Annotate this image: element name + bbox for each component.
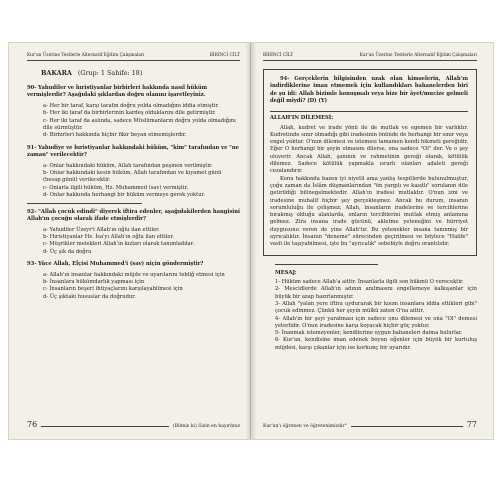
message-item: 2- Mescidlerde Allah'ın adının anılmasını engellemeye kalkışanlar için büyük bir azap hazırlanmıştır. xyxy=(275,286,477,300)
left-page-footer xyxy=(27,421,240,429)
footer-rule xyxy=(351,426,463,427)
page-number: 77 xyxy=(466,420,477,429)
option: c- Onlarla ilgili hüküm, Hz. Muhammed (sav) vermiştir. xyxy=(43,184,189,191)
option: b- İnsanlara hükümdarlık yapması için xyxy=(43,278,145,285)
right-page xyxy=(251,43,493,439)
message-item: 3- Allah "yalan yere iftira uydurarak bir kısım insanlara iddia ettikleri gibi" çocuk edinmez. Çünkü her şeyin mülkü zaten O'na aittir. xyxy=(275,300,477,315)
option: b- Onlar hakkındaki kesin hüküm, Allah tarafından ve kıyamet günü (hesap günü) verilecektir. xyxy=(43,170,222,184)
option: a- Yahudiler Üzeyr'i Allah'ın oğlu ilan ettiler. xyxy=(43,226,160,233)
option: d- Üç şıktaki hususlar da doğrudur. xyxy=(43,293,136,300)
section-heading xyxy=(41,69,240,77)
right-page-footer xyxy=(263,421,477,429)
left-page xyxy=(9,43,251,439)
book-gutter-shadow xyxy=(245,43,257,439)
left-header-volume: BİRİNCİ CİLT xyxy=(209,53,240,58)
option: a- Allah'ın insanlar hakkındaki müjde ve uyarılarını tebliğ etmesi için xyxy=(43,271,225,278)
footer-text: Kur'an'ı öğrenen ve öğretenimizdir" xyxy=(263,424,347,429)
book-spread xyxy=(8,42,494,440)
option: c- Her iki taraf da aslında, sadece Müslümanların doğru yolda olmadığını dile sürmüştür. xyxy=(43,117,236,132)
right-header-title: Kur'an Üzerine Testlerle Alternatif Eğitim Çalışmaları xyxy=(359,53,477,58)
option: b- Hıristiyanlar Hz. İsa'yı Allah'ın oğlu ilan ettiler. xyxy=(43,233,174,240)
left-running-header xyxy=(27,53,240,61)
message-item: 6- Kur'an, kendisine iman edenek boyun eğenler için büyük bir kurtuluş müjdesi, karşı çıkanlar için ise korkunç bir uyarıdır. xyxy=(275,337,477,351)
question-94-text: 94- Gerçeklerin bilgisinden uzak olan kimselerin, Allah'ın indirdiklerine iman etmemek için kullandıkları bahanelerden biri de şu idi: Allah bizimle konuşmalı veya bize bir âyet/mucize gelmeli değil miydi? (D) (Y) xyxy=(270,76,468,104)
section-reference: (Grup: 1 Sahife: 18) xyxy=(77,69,143,77)
option: a- Her bir taraf, karşı tarafın doğru yolda olmadığını iddia etmiştir. xyxy=(43,102,219,109)
left-header-title: Kur'an Üzerine Testlerle Alternatif Eğitim Çalışmaları xyxy=(27,53,145,58)
divider-rule xyxy=(27,203,142,204)
message-title: MESAJ: xyxy=(275,269,297,276)
question-91 xyxy=(27,145,240,200)
page-number: 76 xyxy=(27,420,38,429)
question-text: 92- "Allah çocuk edindi" diyerek iftira edenler, aşağıdakilerden hangisini Allah'ın çocuğu olarak ifade etmişlerdir? xyxy=(27,208,241,223)
message-item: 5- İnanmak istemeyenler, kendilerine uygun bahaneleri daima bulurlar. xyxy=(275,330,463,337)
right-running-header xyxy=(263,53,477,61)
paragraph: Konu hakkında bazen iyi niyetli ama yanlış tespitlerde bulunulmuştur, çoğu zaman da İslâm düşmanlarından "ön yargılı ve kasıtlı" sorulanın dile getirildiği bilinegelmektedir. Allah'ın iradesi mutlaktır. O'nun izni ve iradesine muhalif hiçbir şey gerçekleşmez. Ancak bu durum, insanın sorumluluğu ile çelişmez; Allah, insanların iradelerine ve tercihlerine bırakmış olduğu alanlarda, onların tercihlerini mutlak etmiş anlamına gelmez. Zira insana irade gücünü, akletme yeteneğini ve hürriyet duygusunu veren de yine Allah'tır. Bu yetenekler insana tanınmış bir ayrıcalıktır. İnsanın "deneme" sürecinden geçirilmesi ve böylece "Halife" vasfı ile taşıyabilmesi, işte bu "ayrıcalık" sebebiyle doğru orantılıdır. xyxy=(270,175,468,248)
paragraph: Allah, kudret ve irade yönü ile de mutlak ve egemen bir varlıktır. Kudretinde sınır olmadığı gibi iradesinin önünde de herhangi bir sınır veya engel yoktur. O'nun dilemesi ve istemesi tamamen kendi hikmeti gereğidir. Eğer O herhangi bir şeyin olmasını dilerse, ona sadece "Ol" der. Ve o şey oluverir. Ancak Allah, şanının ve rahmetinin gereği olarak, kötülük dilemez. Sadece kötülük yapmakla ısrarlı olanları adaleti gereği cezalandırır. xyxy=(270,124,468,175)
question-text: 91- Yahudiye ve hıristiyanlar hakkındaki hüküm, "kim" tarafından ve "ne zaman" verilecektir? xyxy=(27,144,239,159)
footer-text: (Bilmiz ki) Sizin en hayırlınız xyxy=(172,424,240,429)
option: a- Onlar hakkındaki hüküm, Allah tarafından peşinen verilmiştir. xyxy=(43,162,213,169)
message-item: 1- Hüküm sadece Allah'a aittir. İnsanlarla ilgili son hükmü O verecektir. xyxy=(275,279,464,286)
message-item: 4- Allah'ın bir şeyi yaratması için sadece onu dilemesi ve ona "Ol" demesi yeterlidir. O'nun iradesine karşı koyacak hiçbir güç yoktur. xyxy=(275,315,477,329)
option: b- Her iki taraf da birbirlerinin kardeş olduklarını dile getirmiştir. xyxy=(43,110,216,117)
footer-rule xyxy=(41,426,169,427)
right-header-volume: BİRİNCİ CİLT xyxy=(263,53,294,58)
section-title: BAKARA xyxy=(41,69,72,77)
option: d- Onlar hakkında herhangi bir hüküm vermeye gerek yoktur. xyxy=(43,192,206,199)
option: d- Birbirleri hakkında hiçbir fikir beyan etmemişlerdir. xyxy=(43,132,187,139)
option: c- Müşrikler melekleri Allah'ın kızları olarak tanımladılar. xyxy=(43,241,195,248)
question-text: 90- Yahudiler ve hıristiyanlar birbirleri hakkında nasıl hüküm vermişlerdir? Aşağıdaki şıklardan doğru olanını işaretleyiniz. xyxy=(27,85,208,99)
option: c- İnsanların beşeri ihtiyaçlarını karşılayabilmesi için xyxy=(43,286,183,293)
subheading: ALLAH'IN DİLEMESİ: xyxy=(270,115,334,122)
question-93 xyxy=(27,261,240,301)
divider-rule xyxy=(270,111,468,112)
question-94-box xyxy=(263,69,477,256)
question-90 xyxy=(27,85,240,140)
question-text: 93- Yüce Allah, Elçisi Muhammed'i (sav) niçin göndermiştir? xyxy=(27,261,204,268)
option: d- Üç şık da doğru xyxy=(43,248,92,255)
question-92 xyxy=(27,209,240,256)
divider-rule xyxy=(275,264,378,265)
